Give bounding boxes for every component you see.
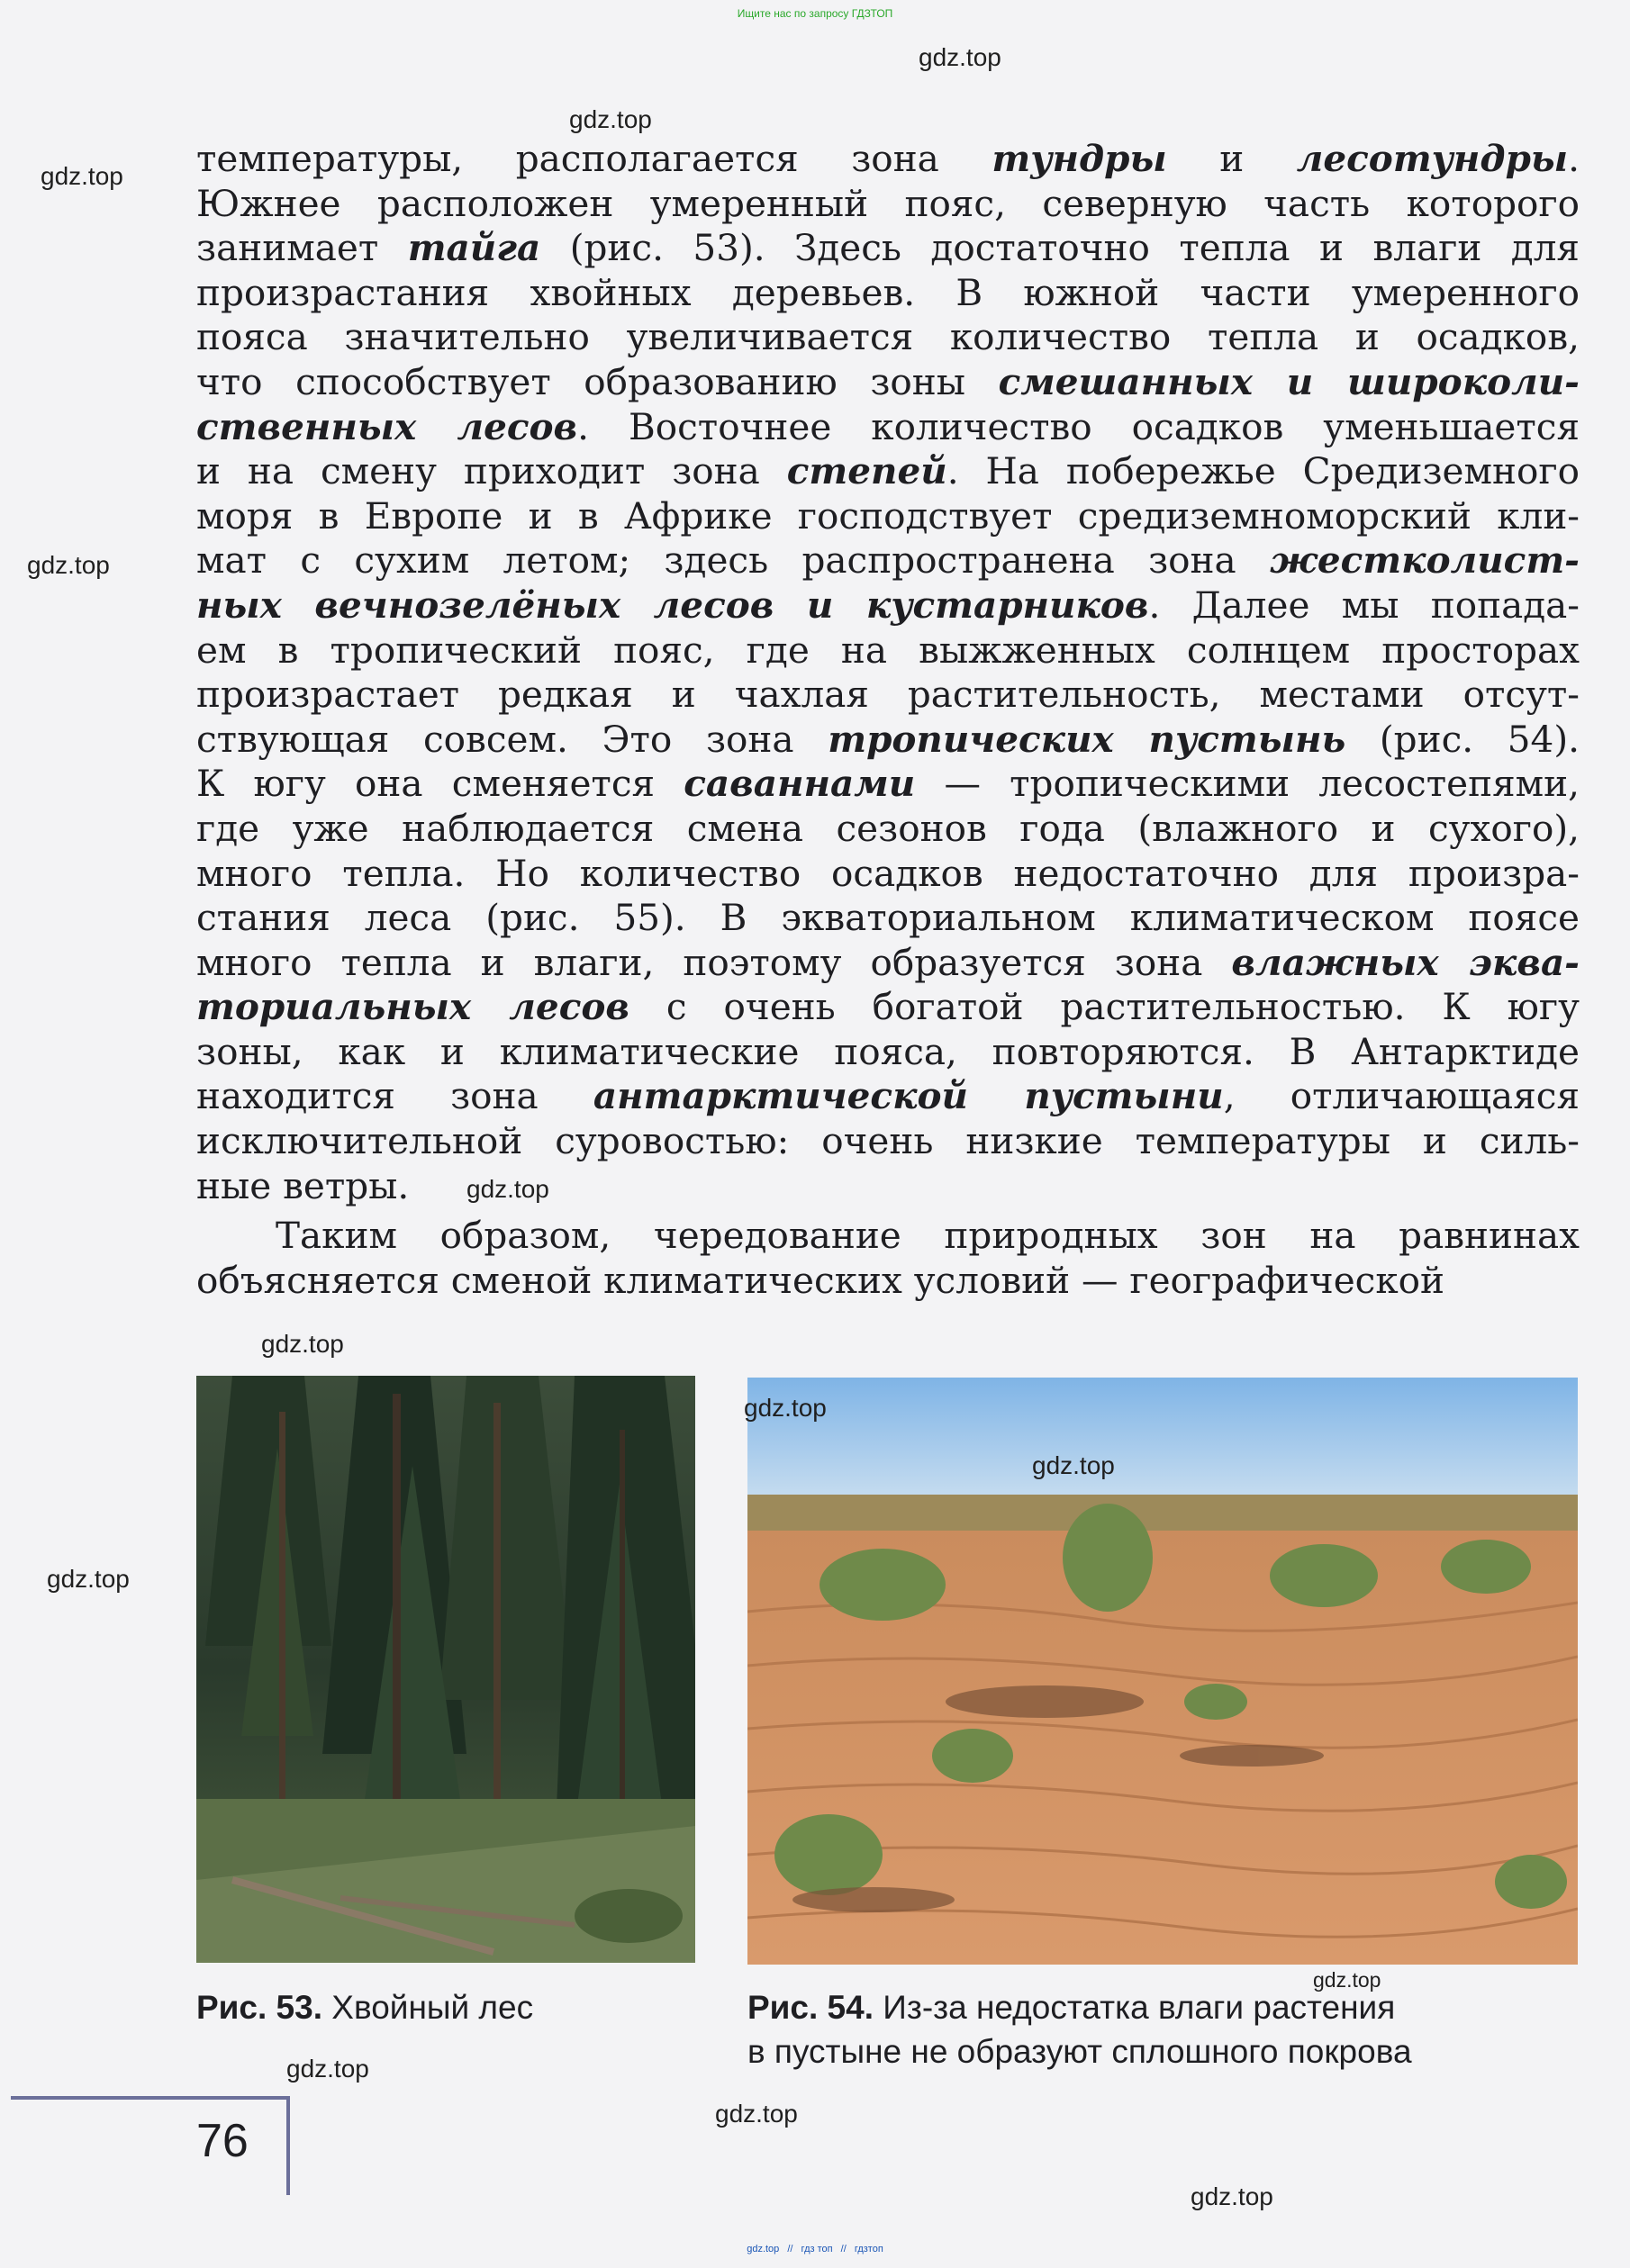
text-line (196, 1259, 1580, 1304)
watermark: gdz.top (41, 162, 123, 190)
term-highlight: тропических пустынь (828, 717, 1346, 761)
watermark: gdz.top (1313, 1968, 1381, 1992)
watermark: gdz.top (27, 551, 110, 579)
caption-fig54-text-line2: в пустыне не образуют сплошного покрова (747, 2033, 1412, 2070)
term-highlight: степей (786, 449, 947, 493)
text-line (196, 1164, 1580, 1209)
watermark: gdz.top (47, 1565, 130, 1593)
text-line (196, 1119, 1580, 1164)
text-segment: что способствует образованию зоны (196, 359, 999, 403)
text-segment: К югу она сменяется (196, 762, 684, 806)
watermark: gdz.top (919, 43, 1001, 71)
term-highlight: лесотундры (1296, 137, 1569, 180)
text-segment: . Далее мы попада- (1148, 583, 1580, 627)
term-highlight: ных вечнозелёных лесов и кустарников (196, 583, 1149, 627)
top-banner: Ищите нас по запросу ГДЗТОП (737, 7, 893, 20)
text-line (196, 360, 1580, 405)
text-line (196, 538, 1580, 583)
text-line (196, 494, 1580, 539)
paragraph-2 (196, 1214, 1580, 1303)
term-highlight: ториальных лесов (196, 985, 629, 1029)
bottom-banner (0, 2244, 1630, 2265)
text-segment: Таким образом, чередование природных зон на равнинах (276, 1214, 1580, 1258)
text-line (196, 226, 1580, 271)
caption-fig53 (196, 1985, 533, 2029)
watermark: gdz.top (715, 2100, 798, 2128)
page-frame-vertical (286, 2096, 290, 2195)
watermark: gdz.top (466, 1175, 549, 1203)
paragraph-1 (196, 137, 1580, 1208)
watermark: gdz.top (1032, 1451, 1115, 1479)
bottom-banner-item: // (787, 2244, 793, 2254)
text-segment: с очень богатой растительностью. К югу (629, 985, 1580, 1029)
caption-fig54-text-line1: Из-за недостатка влаги растения (883, 1989, 1396, 2026)
term-highlight: ственных лесов (196, 404, 578, 448)
watermark: gdz.top (286, 2055, 369, 2083)
text-line (196, 137, 1580, 182)
watermark: gdz.top (569, 105, 652, 133)
term-highlight: жестколист- (1270, 538, 1580, 583)
text-segment: стания леса (рис. 55). В экваториальном климатическом поясе (196, 896, 1580, 940)
text-segment: исключительной суровостью: очень низкие температуры и силь- (196, 1119, 1580, 1163)
watermark: gdz.top (1191, 2182, 1273, 2210)
body-text (196, 137, 1580, 1303)
photo-desert (747, 1378, 1578, 1965)
caption-fig54 (747, 1985, 1412, 2074)
text-line (196, 405, 1580, 450)
text-line (196, 315, 1580, 360)
term-highlight: влажных эква- (1231, 940, 1580, 984)
text-line (196, 1030, 1580, 1075)
text-segment: и на смену приходит зона (196, 449, 787, 493)
page-frame-horizontal (11, 2096, 290, 2100)
text-segment: ствующая совсем. Это зона (196, 717, 829, 761)
text-line (196, 628, 1580, 673)
text-segment: температуры, располагается зона (196, 137, 992, 180)
term-highlight: антарктической пустыни (593, 1074, 1224, 1118)
text-segment: где уже наблюдается смена сезонов года (влажного и сухого), (196, 806, 1580, 850)
text-segment: пояса значительно увеличивается количество тепла и осадков, (196, 315, 1580, 359)
text-line (196, 807, 1580, 852)
text-segment: ные ветры. (196, 1163, 410, 1207)
text-line (196, 449, 1580, 494)
text-segment: (рис. 53). Здесь достаточно тепла и влаги для (540, 226, 1580, 270)
watermark: gdz.top (744, 1394, 827, 1422)
term-highlight: смешанных и широколи- (998, 359, 1580, 403)
watermark: gdz.top (261, 1330, 344, 1358)
text-segment: много тепла. Но количество осадков недостаточно для произра- (196, 851, 1580, 895)
term-highlight: саваннами (684, 762, 916, 806)
text-segment: объясняется сменой климатических условий — географической (196, 1258, 1445, 1302)
text-line (196, 673, 1580, 718)
bottom-banner-item: гдз топ (801, 2244, 833, 2254)
text-line (196, 852, 1580, 897)
text-line (196, 271, 1580, 316)
bottom-banner-item: гдзтоп (854, 2244, 883, 2254)
text-segment: . Восточнее количество осадков уменьшается (577, 404, 1580, 448)
text-line (196, 182, 1580, 227)
text-segment: и (1166, 137, 1297, 180)
text-line (196, 1074, 1580, 1119)
bottom-banner-item: gdz.top (747, 2244, 780, 2254)
text-line (196, 1214, 1580, 1259)
text-line (196, 985, 1580, 1030)
text-segment: произрастания хвойных деревьев. В южной части умеренного (196, 270, 1580, 314)
text-segment: ем в тропический пояс, где на выжженных солнцем просторах (196, 628, 1580, 672)
text-segment: зоны, как и климатические пояса, повторяются. В Антарктиде (196, 1029, 1580, 1073)
text-segment: . (1568, 137, 1580, 180)
text-segment: произрастает редкая и чахлая растительность, местами отсут- (196, 673, 1580, 717)
text-line (196, 896, 1580, 941)
text-line (196, 718, 1580, 763)
text-segment: мат с сухим летом; здесь распространена зона (196, 538, 1270, 583)
caption-fig54-number: Рис. 54. (747, 1989, 874, 2026)
text-segment: много тепла и влаги, поэтому образуется зона (196, 940, 1232, 984)
text-segment: — тропическими лесостепями, (915, 762, 1580, 806)
text-segment: находится зона (196, 1074, 593, 1118)
caption-fig53-text: Хвойный лес (331, 1989, 534, 2026)
text-line (196, 762, 1580, 807)
text-segment: Южнее расположен умеренный пояс, северную часть которого (196, 181, 1580, 225)
term-highlight: тундры (992, 137, 1167, 180)
caption-fig53-number: Рис. 53. (196, 1989, 322, 2026)
text-line (196, 941, 1580, 986)
text-segment: занимает (196, 226, 408, 270)
bottom-banner-item: // (840, 2244, 847, 2254)
text-segment: . На побережье Средиземного (946, 449, 1580, 493)
text-segment: (рис. 54). (1345, 717, 1580, 761)
page-number: 76 (196, 2115, 249, 2167)
term-highlight: тайга (407, 226, 541, 270)
text-segment: моря в Европе и в Африке господствует средиземноморский кли- (196, 493, 1580, 538)
photo-coniferous-forest (196, 1376, 695, 1963)
text-segment: , отличающаяся (1223, 1074, 1580, 1118)
text-line (196, 583, 1580, 628)
